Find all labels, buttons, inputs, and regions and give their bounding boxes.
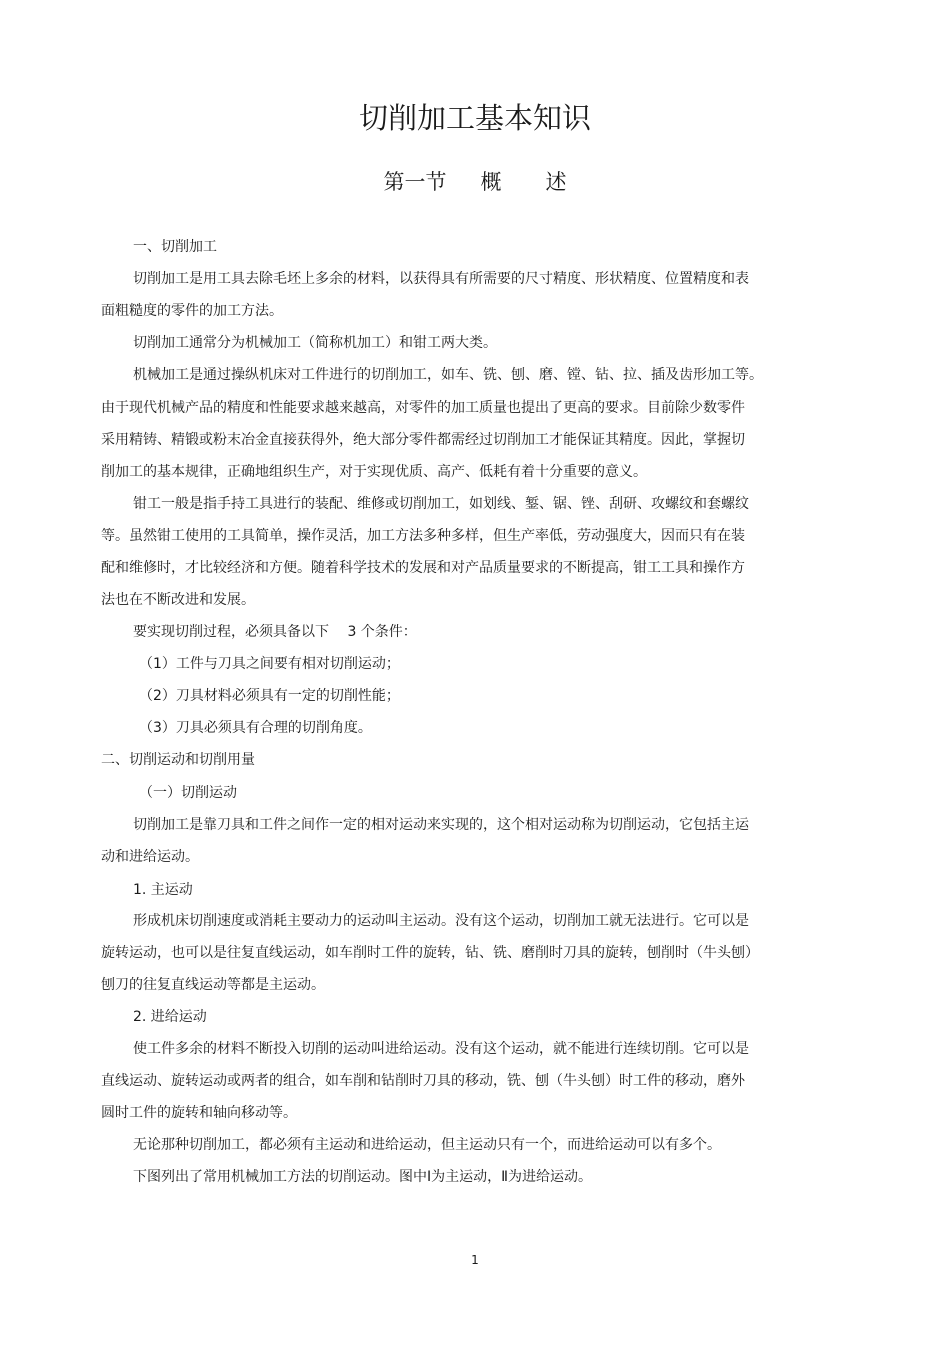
page-number: 1 [471, 1253, 479, 1267]
paragraph-line: 削加工的基本规律，正确地组织生产，对于实现优质、高产、低耗有着十分重要的意义。 [101, 464, 647, 480]
subheading: 1. 主运动 [133, 882, 193, 898]
section-word-1: 概 [480, 170, 502, 194]
paragraph-line: 直线运动、旋转运动或两者的组合，如车削和钻削时刀具的移动，铣、刨（牛头刨）时工件的移动，磨外 [101, 1073, 745, 1089]
paragraph-line: 切削加工通常分为机械加工（简称机加工）和钳工两大类。 [133, 335, 497, 351]
paragraph-line: 使工件多余的材料不断投入切削的运动叫进给运动。没有这个运动，就不能进行连续切削。它可以是 [133, 1041, 749, 1057]
paragraph-line: 形成机床切削速度或消耗主要动力的运动叫主运动。没有这个运动，切削加工就无法进行。它可以是 [133, 913, 749, 929]
paragraph-line: 圆时工件的旋转和轴向移动等。 [101, 1105, 297, 1121]
paragraph-line: 动和进给运动。 [101, 849, 199, 865]
paragraph-line: 法也在不断改进和发展。 [101, 592, 255, 608]
section-word-2: 述 [545, 170, 567, 194]
paragraph-line: 机械加工是通过操纵机床对工件进行的切削加工，如车、铣、刨、磨、镗、钻、拉、插及齿形加工等。 [133, 367, 763, 383]
paragraph-line: 切削加工是靠刀具和工件之间作一定的相对运动来实现的，这个相对运动称为切削运动，它包括主运 [133, 817, 749, 833]
paragraph-line: 要实现切削过程，必须具备以下 3 个条件： [133, 624, 417, 640]
paragraph-line: 面粗糙度的零件的加工方法。 [101, 303, 283, 319]
paragraph-line: 刨刀的往复直线运动等都是主运动。 [101, 977, 325, 993]
list-item: （2）刀具材料必须具有一定的切削性能； [139, 688, 400, 704]
paragraph-line: 下图列出了常用机械加工方法的切削运动。图中Ⅰ为主运动，Ⅱ为进给运动。 [133, 1169, 593, 1185]
paragraph-line: 切削加工是用工具去除毛坯上多余的材料，以获得具有所需要的尺寸精度、形状精度、位置精度和表 [133, 271, 749, 287]
heading-2: 二、切削运动和切削用量 [101, 752, 255, 768]
list-item: （3）刀具必须具有合理的切削角度。 [139, 720, 372, 736]
paragraph-line: 无论那种切削加工，都必须有主运动和进给运动，但主运动只有一个，而进给运动可以有多个。 [133, 1137, 721, 1153]
section-label: 第一节 [383, 170, 447, 194]
heading-1: 一、切削加工 [133, 239, 217, 255]
list-item: （1）工件与刀具之间要有相对切削运动； [139, 656, 400, 672]
document-title: 切削加工基本知识 [358, 101, 591, 135]
subheading: （一）切削运动 [139, 785, 237, 801]
paragraph-line: 钳工一般是指手持工具进行的装配、维修或切削加工，如划线、錾、锯、锉、刮研、攻螺纹和套螺纹 [133, 496, 749, 512]
paragraph-line: 等。虽然钳工使用的工具简单，操作灵活，加工方法多种多样，但生产率低，劳动强度大，因而只有在装 [101, 528, 745, 544]
paragraph-line: 旋转运动，也可以是往复直线运动，如车削时工件的旋转，钻、铣、磨削时刀具的旋转，刨削时（牛头刨） [101, 945, 759, 961]
paragraph-line: 配和维修时，才比较经济和方便。随着科学技术的发展和对产品质量要求的不断提高，钳工工具和操作方 [101, 560, 745, 576]
subheading: 2. 进给运动 [133, 1009, 207, 1025]
paragraph-line: 由于现代机械产品的精度和性能要求越来越高，对零件的加工质量也提出了更高的要求。目前除少数零件 [101, 400, 745, 416]
section-heading [0, 166, 950, 198]
paragraph-line: 采用精铸、精锻或粉末冶金直接获得外，绝大部分零件都需经过切削加工才能保证其精度。因此，掌握切 [101, 432, 745, 448]
